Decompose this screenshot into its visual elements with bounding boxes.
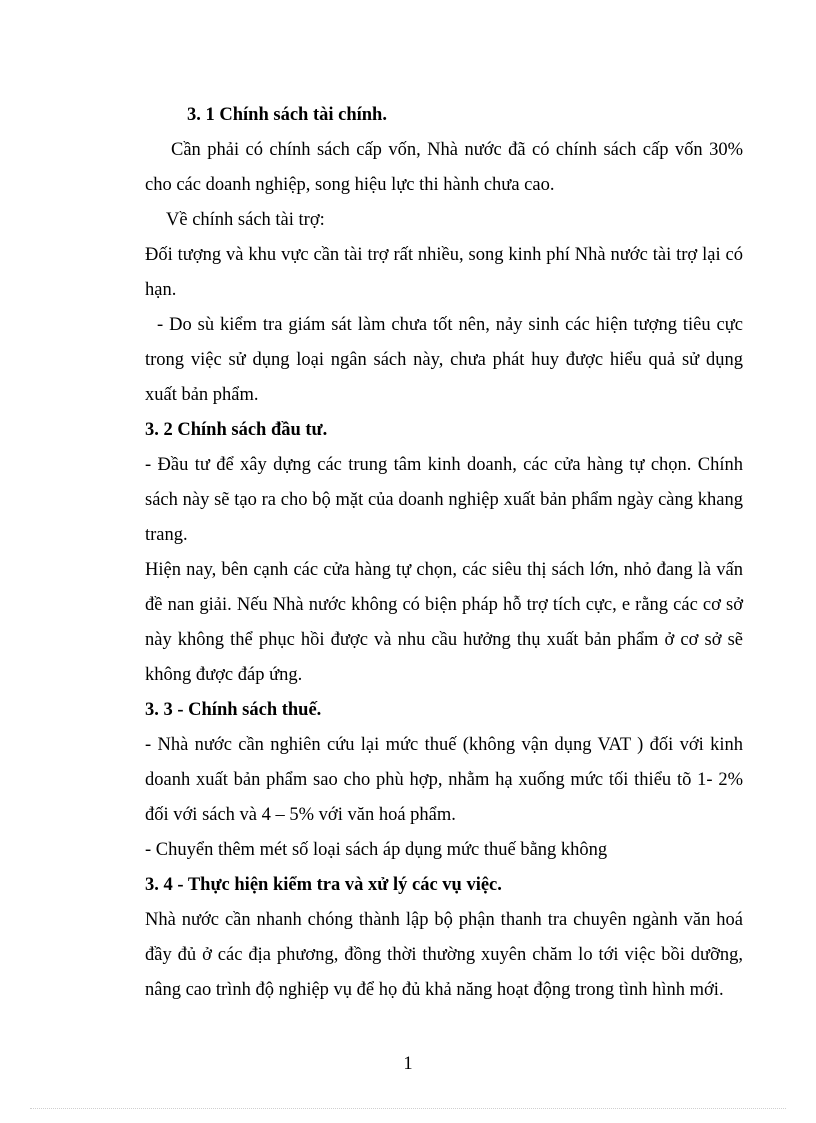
page-number: 1: [403, 1054, 413, 1074]
section-heading-3-3: 3. 3 - Chính sách thuế.: [145, 700, 322, 720]
paragraph: Hiện nay, bên cạnh các cửa hàng tự chọn, các siêu thị sách lớn, nhỏ đang là vấn đề nan giải. Nếu Nhà nước không có biện pháp hỗ trợ tích cực, e rằng các cơ sở này không thể phục hồi được và nhu cầu hưởng thụ xuất bản phẩm ở cơ sở sẽ không được đáp ứng.: [145, 560, 743, 685]
paragraph: Nhà nước cần nhanh chóng thành lập bộ phận thanh tra chuyên ngành văn hoá đầy đủ ở các địa phương, đồng thời thường xuyên chăm lo tới việc bồi dưỡng, nâng cao trình độ nghiệp vụ để họ đủ khả năng hoạt động trong tình hình mới.: [145, 910, 743, 1000]
paragraph: Về chính sách tài trợ:: [166, 210, 325, 230]
section-heading-3-2: 3. 2 Chính sách đầu tư.: [145, 420, 328, 440]
paragraph: - Chuyển thêm mét số loại sách áp dụng mức thuế bằng không: [145, 840, 608, 860]
page-bottom-divider: [30, 1108, 786, 1109]
section-heading-3-4: 3. 4 - Thực hiện kiểm tra và xử lý các vụ việc.: [145, 875, 502, 895]
paragraph: Cần phải có chính sách cấp vốn, Nhà nước đã có chính sách cấp vốn 30% cho các doanh nghiệp, song hiệu lực thi hành chưa cao.: [145, 140, 743, 195]
paragraph: - Đầu tư để xây dựng các trung tâm kinh doanh, các cửa hàng tự chọn. Chính sách này sẽ tạo ra cho bộ mặt của doanh nghiệp xuất bản phẩm ngày càng khang trang.: [145, 455, 743, 545]
paragraph: - Nhà nước cần nghiên cứu lại mức thuế (không vận dụng VAT ) đối với kinh doanh xuất bản phẩm sao cho phù hợp, nhằm hạ xuống mức tối thiểu tõ 1- 2% đối với sách và 4 – 5% với văn hoá phẩm.: [145, 735, 743, 825]
document-body: [145, 98, 743, 1008]
paragraph: Đối tượng và khu vực cần tài trợ rất nhiều, song kinh phí Nhà nước tài trợ lại có hạn.: [145, 245, 743, 300]
section-heading-3-1: 3. 1 Chính sách tài chính.: [187, 105, 387, 125]
paragraph: - Do sù kiểm tra giám sát làm chưa tốt nên, nảy sinh các hiện tượng tiêu cực trong việc sử dụng loại ngân sách này, chưa phát huy được hiểu quả sử dụng xuất bản phẩm.: [145, 315, 743, 405]
